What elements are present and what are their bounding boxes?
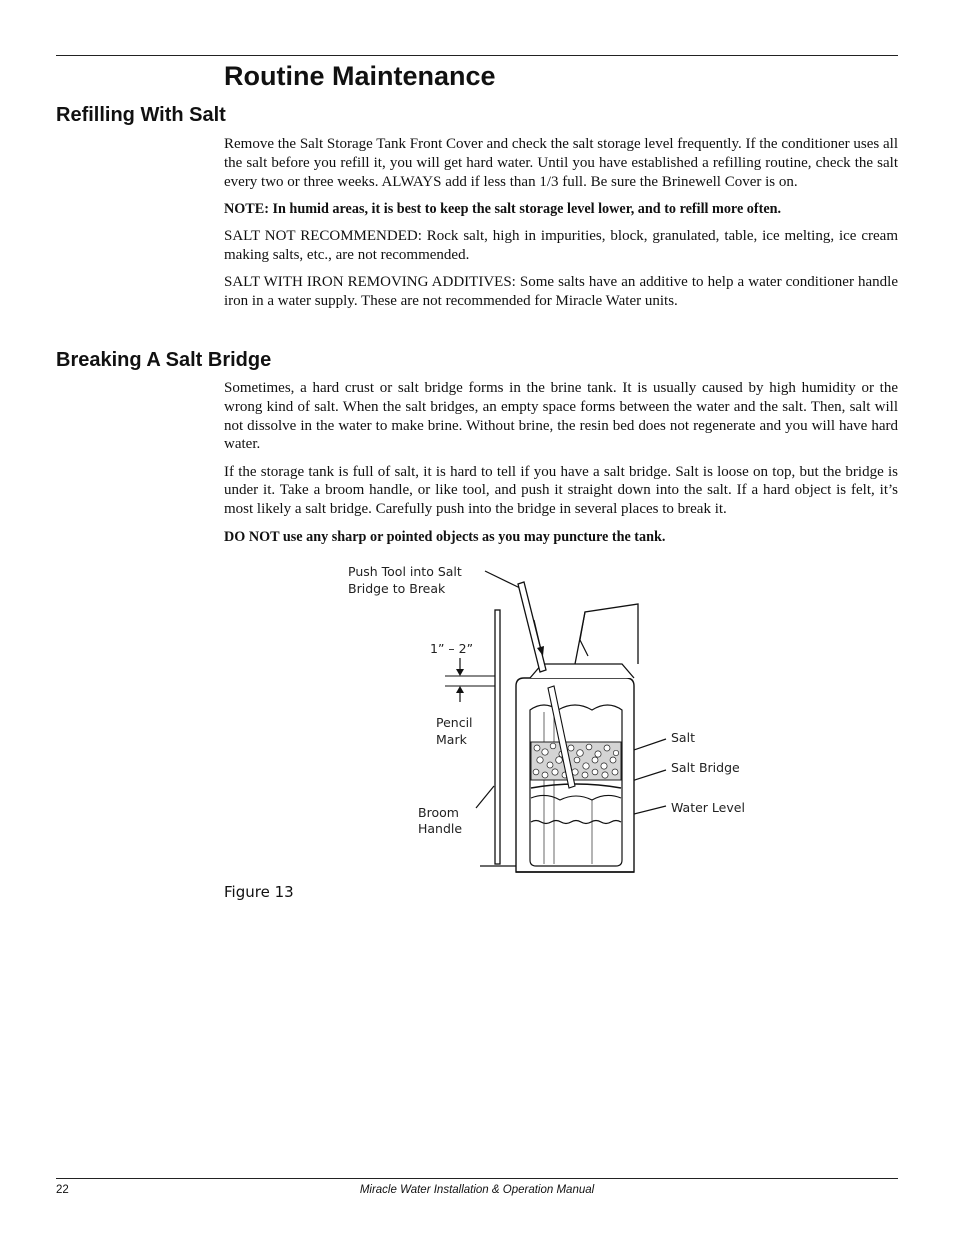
leader-push-tool	[485, 571, 520, 588]
warning-paragraph: DO NOT use any sharp or pointed objects as you may puncture the tank.	[224, 528, 666, 545]
paragraph: SALT WITH IRON REMOVING ADDITIVES: Some salts have an additive to help a water conditioner handle iron in a water supply. These are not recommended for Miracle Water units.	[224, 274, 898, 310]
label-pencil-2: Mark	[436, 732, 467, 747]
label-salt-bridge: Salt Bridge	[671, 760, 740, 775]
paragraph: If the storage tank is full of salt, it is hard to tell if you have a salt bridge. Salt is loose on top, but the bridge is under it. Take a broom handle, or like tool, and push it straight down into the salt. If a hard object is felt, it’s most likely a salt bridge. Carefully push into the bridge in several places to break it.	[224, 463, 898, 518]
paragraph: Remove the Salt Storage Tank Front Cover and check the salt storage level frequently. If the conditioner uses all the salt before you refill it, you will get hard water. Until you have established a refilling routine, check the salt every two or three weeks. ALWAYS add if less than 1/3 full. Be sure the Brinewell Cover is on.	[224, 136, 898, 190]
salt-bridge-figure	[330, 560, 750, 890]
salt-bridge-illustration	[330, 560, 750, 890]
cover-hinge	[580, 612, 588, 656]
page-number: 22	[56, 1184, 69, 1196]
section-heading-salt-bridge: Breaking A Salt Bridge	[56, 349, 272, 371]
header-rule	[56, 55, 898, 56]
figure-caption: Figure 13	[224, 883, 294, 901]
footer-manual-title: Miracle Water Installation & Operation Manual	[359, 1184, 595, 1196]
broom-handle	[495, 610, 500, 864]
paragraph: Sometimes, a hard crust or salt bridge forms in the brine tank. It is usually caused by high humidity or the wrong kind of salt. When the salt bridges, an empty space forms between the water and the salt. Then, salt will not dissolve in the water to make brine. Without brine, the resin bed does not regenerate and you will have hard water.	[224, 380, 898, 453]
section-heading-refilling: Refilling With Salt	[56, 104, 226, 126]
label-water-level: Water Level	[671, 800, 745, 815]
leader-broom-handle	[476, 786, 494, 808]
label-push-tool-1: Push Tool into Salt	[348, 564, 462, 579]
paragraph: SALT NOT RECOMMENDED: Rock salt, high in impurities, block, granulated, table, ice melting, ice cream making salts, etc., are not recommended.	[224, 228, 898, 263]
label-push-tool-2: Bridge to Break	[348, 581, 446, 596]
label-broom-2: Handle	[418, 821, 463, 836]
push-tool-handle	[518, 582, 546, 672]
note-paragraph: NOTE: In humid areas, it is best to keep the salt storage level lower, and to refill more often.	[224, 200, 782, 217]
section-body-salt-bridge	[224, 379, 898, 555]
label-salt: Salt	[671, 730, 695, 745]
label-measurement: 1” – 2”	[430, 641, 474, 656]
measure-arrowhead-up	[456, 686, 464, 693]
footer-rule	[56, 1178, 898, 1179]
section-body-refilling	[224, 135, 898, 319]
label-broom-1: Broom	[418, 805, 459, 820]
measure-arrowhead-down	[456, 669, 464, 676]
label-pencil-1: Pencil	[436, 715, 473, 730]
page-title: Routine Maintenance	[224, 61, 496, 91]
